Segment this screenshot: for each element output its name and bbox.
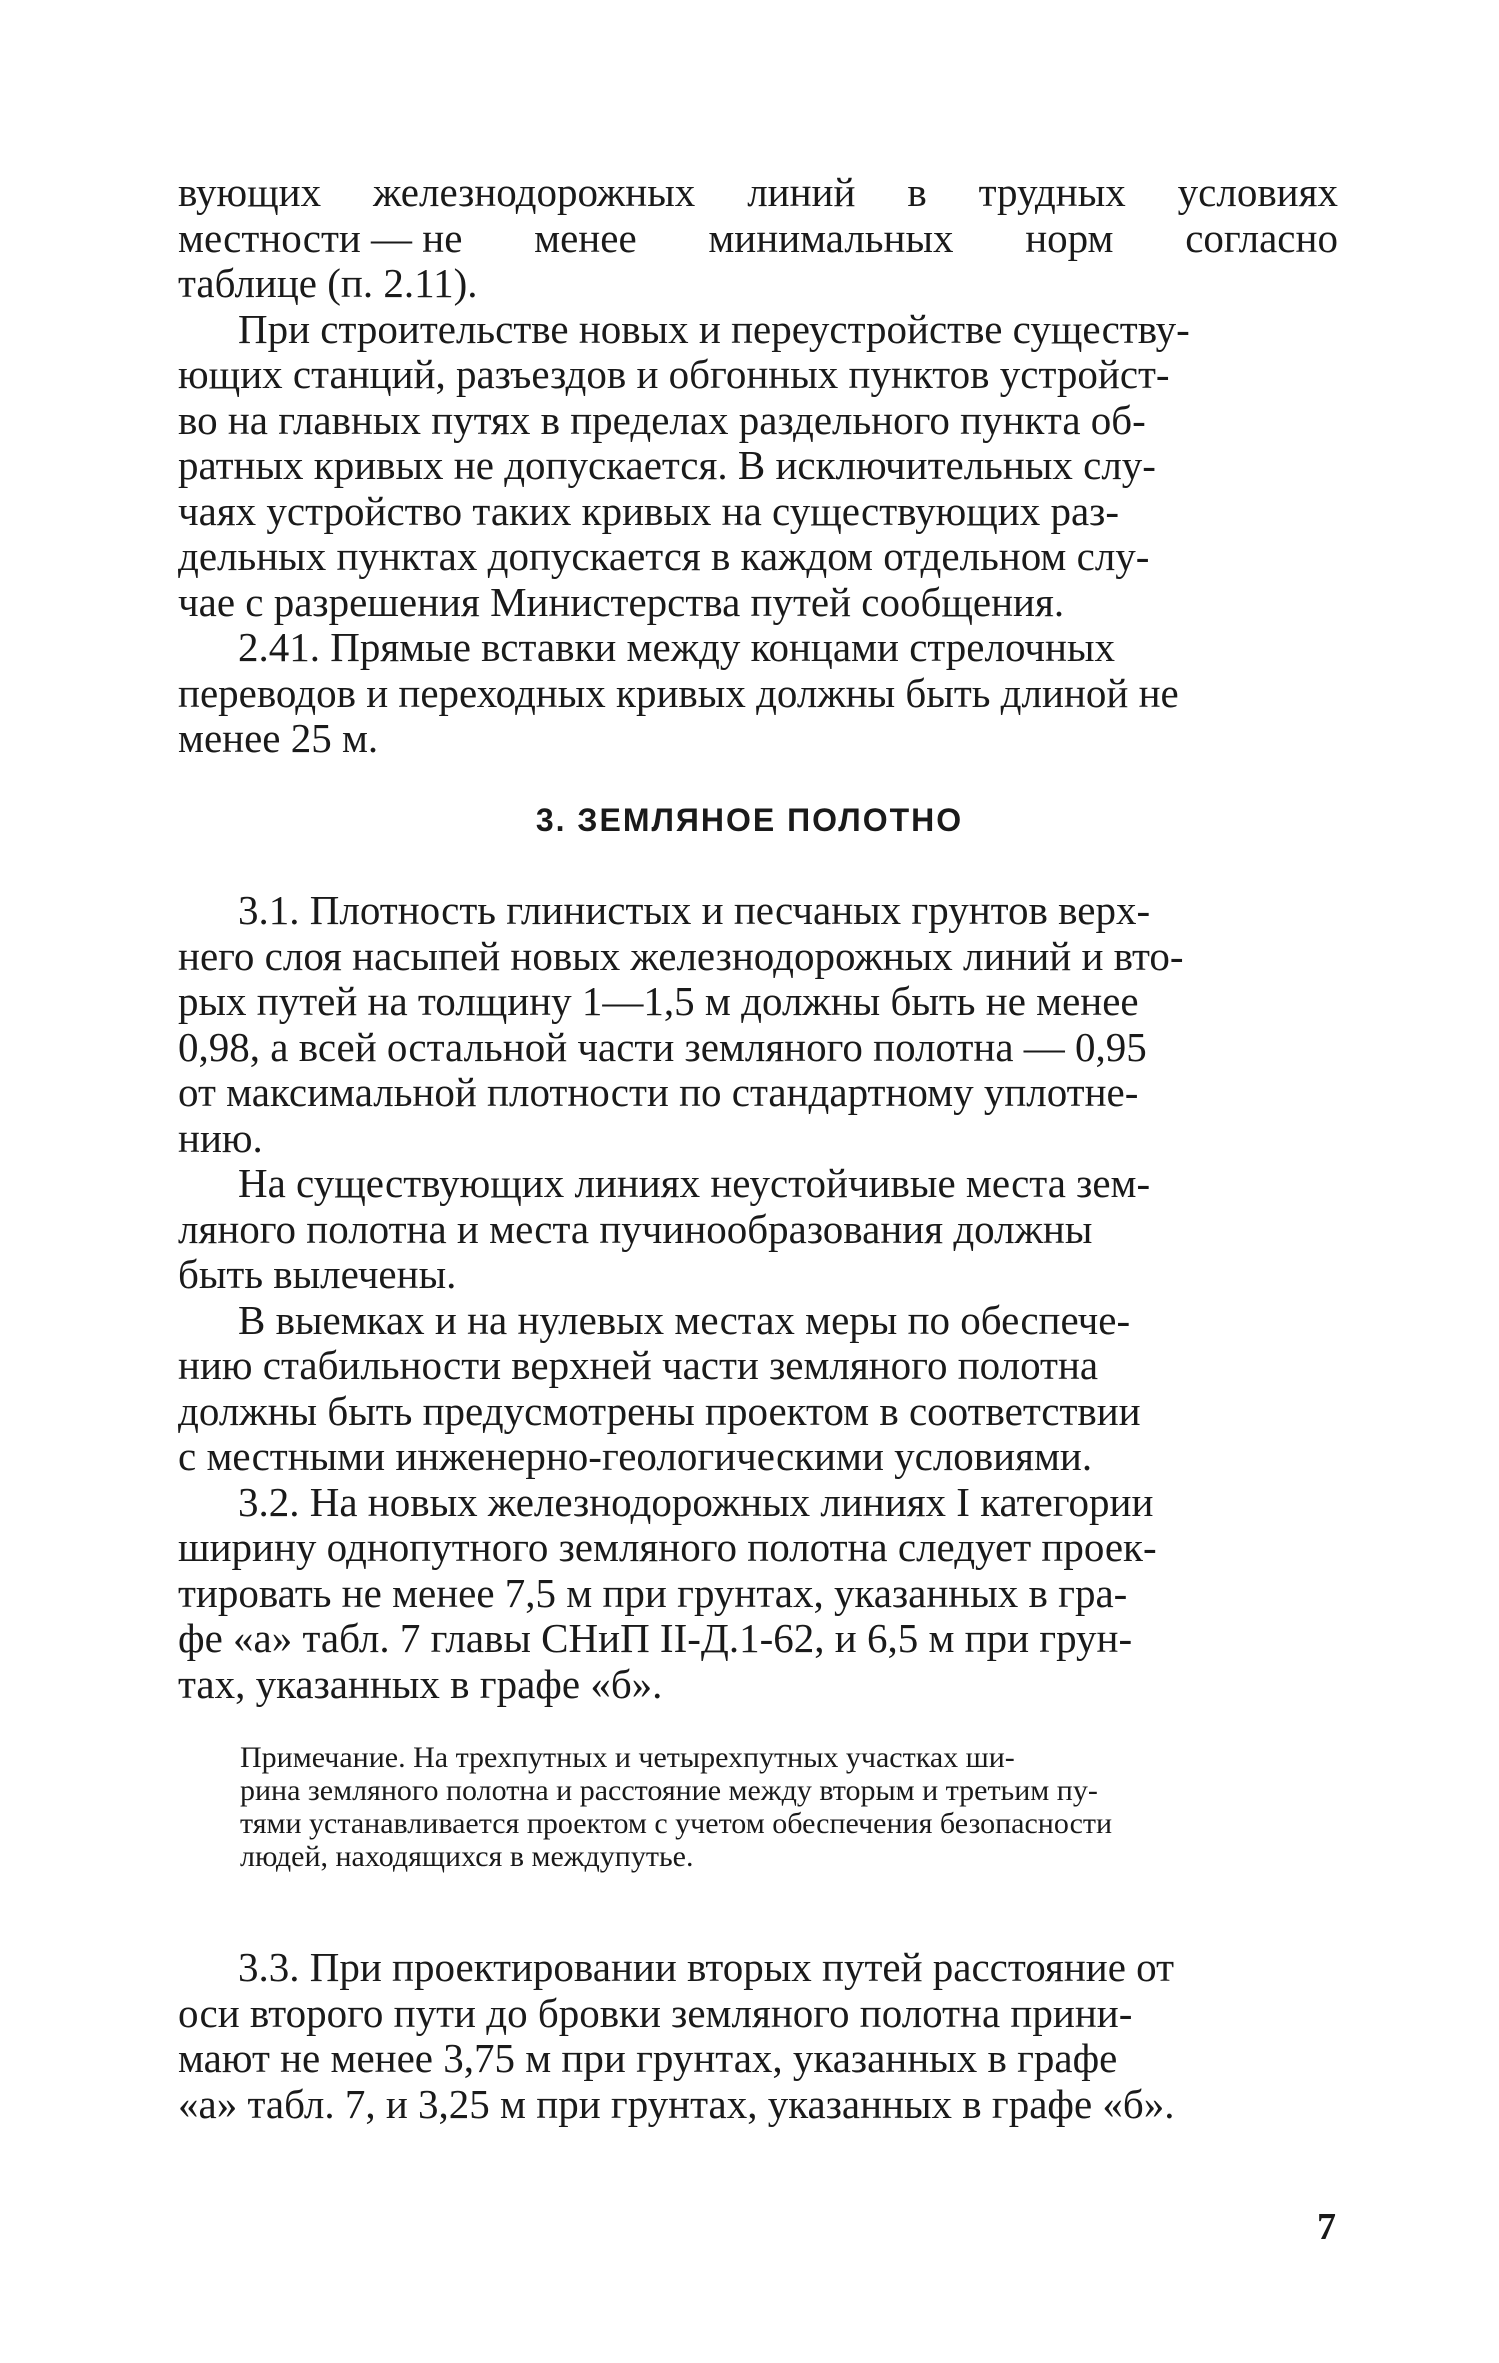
text-segment: 3.3. При проектировании вторых путей расстояние от xyxy=(238,1944,1175,1990)
text-line xyxy=(178,1025,1338,1071)
text-line xyxy=(178,716,1338,762)
text-line xyxy=(178,2082,1338,2128)
text-segment: ющих станций, разъездов и обгонных пунктов устройст- xyxy=(178,351,1170,397)
text-segment: оси второго пути до бровки земляного полотна прини- xyxy=(178,1989,1133,2036)
text-segment: трудных xyxy=(978,169,1126,215)
text-segment: условиях xyxy=(1177,169,1338,215)
text-segment: дельных пунктах допускается в каждом отдельном слу- xyxy=(178,533,1150,579)
text-line xyxy=(178,625,1338,671)
text-line xyxy=(178,1480,1338,1526)
text-segment: «а» табл. 7, и 3,25 м при грунтах, указанных в графе «б». xyxy=(178,2080,1175,2127)
note-block xyxy=(240,1741,1337,1873)
text-line xyxy=(178,1945,1338,1991)
text-block-clause-3-3 xyxy=(178,1945,1338,2127)
text-segment: менее 25 м. xyxy=(178,715,379,761)
text-segment: рина земляного полотна и расстояние между вторым и третьим пу- xyxy=(240,1774,1098,1807)
text-segment: нию стабильности верхней части земляного полотна xyxy=(178,1342,1099,1388)
text-line xyxy=(178,934,1338,980)
text-line xyxy=(178,1525,1338,1571)
text-segment: В выемках и на нулевых местах меры по обеспече- xyxy=(238,1296,1131,1343)
text-line xyxy=(178,1343,1338,1389)
text-line xyxy=(178,398,1338,444)
text-line xyxy=(178,2036,1338,2082)
text-segment: переводов и переходных кривых должны быть длиной не xyxy=(178,669,1179,716)
text-segment: таблице (п. 2.11). xyxy=(178,260,478,306)
text-line xyxy=(240,1741,1337,1774)
page-number: 7 xyxy=(1317,2206,1336,2248)
text-segment: фе «а» табл. 7 главы СНиП II-Д.1-62, и 6,5 м при грун- xyxy=(178,1615,1133,1661)
text-line xyxy=(178,888,1338,934)
text-segment: 3.2. На новых железнодорожных линиях I категории xyxy=(238,1478,1154,1525)
text-line xyxy=(178,1571,1338,1617)
section-heading: 3. ЗЕМЛЯНОЕ ПОЛОТНО xyxy=(535,802,964,838)
text-line xyxy=(240,1807,1337,1840)
text-line xyxy=(178,1389,1338,1435)
text-segment: в xyxy=(907,169,927,215)
text-segment: чае с разрешения Министерства путей сообщения. xyxy=(178,578,1065,625)
text-segment: 2.41. Прямые вставки между концами стрелочных xyxy=(238,624,1116,670)
text-segment: вующих xyxy=(178,169,322,215)
text-segment: 3.1. Плотность глинистых и песчаных грунтов верх- xyxy=(238,887,1151,933)
text-segment: во на главных путях в пределах раздельного пункта об- xyxy=(178,396,1146,443)
text-segment: тировать не менее 7,5 м при грунтах, указанных в гра- xyxy=(178,1569,1128,1616)
text-line xyxy=(178,170,1338,216)
text-segment: тах, указанных в графе «б». xyxy=(178,1660,663,1707)
text-line xyxy=(178,1662,1338,1708)
text-segment: железнодорожных xyxy=(373,169,696,215)
text-segment: ратных кривых не допускается. В исключительных слу- xyxy=(178,442,1156,488)
text-segment: При строительстве новых и переустройстве существу- xyxy=(238,305,1190,352)
text-segment: ляного полотна и места пучинообразования должны xyxy=(178,1205,1093,1252)
text-line xyxy=(178,1434,1338,1480)
text-segment: тями устанавливается проектом с учетом обеспечения безопасности xyxy=(240,1807,1113,1840)
text-segment: минимальных xyxy=(708,214,954,261)
text-line xyxy=(178,1298,1338,1344)
text-line xyxy=(178,979,1338,1025)
text-segment: линий xyxy=(747,169,856,215)
text-segment: от максимальной плотности по стандартному уплотне- xyxy=(178,1069,1139,1115)
text-line xyxy=(178,580,1338,626)
text-line xyxy=(178,443,1338,489)
text-line xyxy=(240,1774,1337,1807)
text-segment: него слоя насыпей новых железнодорожных линий и вто- xyxy=(178,932,1184,979)
text-line xyxy=(178,1070,1338,1116)
text-segment: 0,98, а всей остальной части земляного полотна — 0,95 xyxy=(178,1023,1147,1070)
text-segment: менее xyxy=(534,214,637,261)
text-block-continuation xyxy=(178,170,1338,762)
text-line xyxy=(178,261,1338,307)
text-block-section-3 xyxy=(178,888,1338,1707)
text-segment: рых путей на толщину 1—1,5 м должны быть не менее xyxy=(178,978,1139,1024)
text-line xyxy=(178,307,1338,353)
text-segment: норм xyxy=(1025,214,1114,261)
text-line xyxy=(240,1840,1337,1873)
text-line xyxy=(178,1616,1338,1662)
text-segment: Примечание. На трехпутных и четырехпутных участках ши- xyxy=(240,1741,1015,1774)
text-line xyxy=(178,216,1338,262)
text-line xyxy=(178,1161,1338,1207)
text-segment: местности — не xyxy=(178,214,463,261)
text-segment: мают не менее 3,75 м при грунтах, указанных в графе xyxy=(178,2035,1118,2081)
text-segment: ширину однопутного земляного полотна следует проек- xyxy=(178,1524,1157,1570)
text-line xyxy=(178,1252,1338,1298)
text-segment: согласно xyxy=(1185,214,1338,261)
text-segment: быть вылечены. xyxy=(178,1251,457,1297)
text-segment: нию. xyxy=(178,1114,263,1161)
text-line xyxy=(178,1116,1338,1162)
text-segment: людей, находящихся в междупутье. xyxy=(240,1840,694,1873)
text-segment: должны быть предусмотрены проектом в соответствии xyxy=(178,1387,1141,1434)
text-line xyxy=(178,352,1338,398)
text-line xyxy=(178,1991,1338,2037)
text-line xyxy=(178,671,1338,717)
text-segment: с местными инженерно-геологическими условиями. xyxy=(178,1433,1093,1479)
text-line xyxy=(178,489,1338,535)
text-segment: На существующих линиях неустойчивые места зем- xyxy=(238,1160,1151,1206)
text-line xyxy=(178,534,1338,580)
text-segment: чаях устройство таких кривых на существующих раз- xyxy=(178,487,1120,534)
text-line xyxy=(178,1207,1338,1253)
